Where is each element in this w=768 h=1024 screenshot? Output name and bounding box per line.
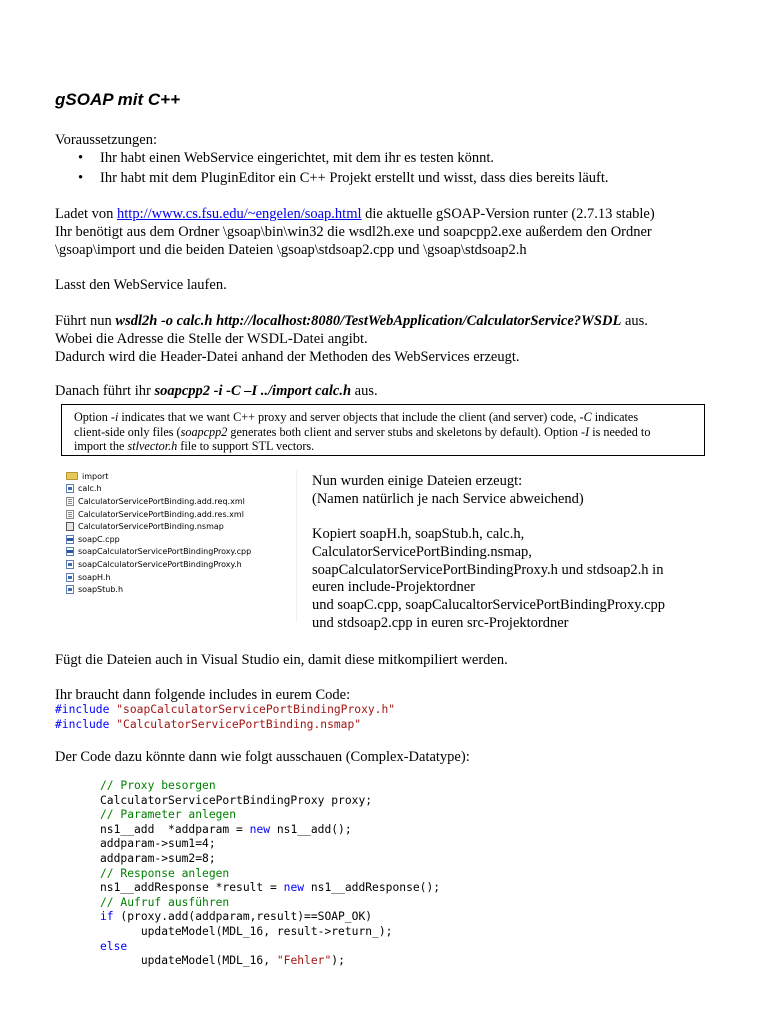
header-file-icon bbox=[66, 484, 74, 493]
wsdl-line3: Dadurch wird die Header-Datei anhand der Methoden des WebServices erzeugt. bbox=[55, 349, 520, 365]
wsdl-paragraph bbox=[55, 312, 648, 366]
xml-file-icon bbox=[66, 510, 74, 519]
include-string: "CalculatorServicePortBinding.nsmap" bbox=[116, 717, 362, 731]
code-comment: // Aufruf ausführen bbox=[100, 895, 230, 909]
list-item: • Ihr habt einen WebService eingerichtet, mit dem ihr es testen könnt. bbox=[78, 148, 608, 168]
wsdl-command: wsdl2h -o calc.h http://localhost:8080/TestWebApplication/CalculatorService?WSDL bbox=[115, 313, 622, 329]
include-code bbox=[55, 703, 395, 732]
visual-studio-text: Fügt die Dateien auch in Visual Studio ein, damit diese mitkompiliert werden. bbox=[55, 652, 508, 668]
list-item[interactable] bbox=[60, 508, 296, 521]
option-file: stlvector.h bbox=[127, 439, 178, 453]
file-name: soapCalculatorServicePortBindingProxy.cpp bbox=[78, 547, 252, 557]
soapcpp-prefix: Danach führt ihr bbox=[55, 383, 155, 399]
includes-intro: Ihr braucht dann folgende includes in eurem Code: bbox=[55, 687, 351, 703]
list-item[interactable] bbox=[60, 470, 296, 483]
code-line: addparam->sum1=4; bbox=[100, 837, 216, 851]
list-item[interactable] bbox=[60, 583, 296, 596]
code-comment: // Parameter anlegen bbox=[100, 808, 237, 822]
option-tool: soapcpp2 bbox=[180, 424, 228, 439]
code-line: (proxy.add(addparam,result)==SOAP_OK) bbox=[113, 910, 373, 924]
generated-line: und soapC.cpp, soapCalucaltorServicePortBindingProxy.cpp bbox=[312, 596, 666, 613]
option-flag: C bbox=[583, 410, 592, 424]
download-paragraph bbox=[55, 205, 655, 259]
folder-icon bbox=[66, 472, 78, 480]
header-file-icon bbox=[66, 560, 74, 569]
run-webservice-text: Lasst den WebService laufen. bbox=[55, 277, 227, 293]
page-title: gSOAP mit C++ bbox=[55, 90, 181, 109]
list-item[interactable] bbox=[60, 558, 296, 571]
file-name: CalculatorServicePortBinding.add.req.xml bbox=[78, 496, 245, 506]
option-text: indicates bbox=[591, 410, 639, 424]
code-line: updateModel(MDL_16, result->return_); bbox=[140, 924, 393, 938]
code-block bbox=[100, 779, 440, 969]
include-string: "soapCalculatorServicePortBindingProxy.h" bbox=[116, 703, 396, 716]
option-text: import the bbox=[74, 439, 128, 453]
option-text: client-side only files ( bbox=[74, 424, 181, 439]
wsdl-line2: Wobei die Adresse die Stelle der WSDL-Datei angibt. bbox=[55, 331, 368, 347]
header-file-icon bbox=[66, 585, 74, 594]
list-item[interactable] bbox=[60, 533, 296, 546]
download-line3: \gsoap\import und die beiden Dateien \gsoap\stdsoap2.cpp und \gsoap\stdsoap2.h bbox=[55, 242, 527, 258]
list-item: • Ihr habt mit dem PluginEditor ein C++ Projekt erstellt und wisst, dass dies bereits läuft. bbox=[78, 168, 608, 188]
soapcpp-command: soapcpp2 -i -C –I ../import calc.h bbox=[154, 383, 352, 399]
code-line: ns1__add(); bbox=[270, 822, 352, 836]
file-name: soapH.h bbox=[78, 572, 111, 582]
code-comment: // Proxy besorgen bbox=[100, 779, 216, 792]
code-keyword: else bbox=[100, 939, 128, 953]
code-line: updateModel(MDL_16, bbox=[140, 954, 277, 968]
generated-line: (Namen natürlich je nach Service abweichend) bbox=[312, 490, 584, 507]
option-text: is needed to bbox=[589, 424, 651, 439]
wsdl-suffix: aus. bbox=[621, 313, 648, 329]
file-name: soapC.cpp bbox=[78, 534, 120, 544]
download-line2: Ihr benötigt aus dem Ordner \gsoap\bin\win32 die wsdl2h.exe und soapcpp2.exe außerdem den Ordner bbox=[55, 224, 652, 240]
code-intro: Der Code dazu könnte dann wie folgt ausschauen (Complex-Datatype): bbox=[55, 749, 470, 765]
list-item[interactable] bbox=[60, 571, 296, 584]
code-line: CalculatorServicePortBindingProxy proxy; bbox=[100, 793, 373, 807]
option-text: Option - bbox=[74, 410, 115, 424]
option-flag: i bbox=[114, 410, 119, 424]
file-name: soapCalculatorServicePortBindingProxy.h bbox=[78, 559, 242, 569]
generated-line: Nun wurden einige Dateien erzeugt: bbox=[312, 473, 523, 489]
option-note-box bbox=[61, 404, 705, 456]
generated-line: soapCalculatorServicePortBindingProxy.h und stdsoap2.h in bbox=[312, 561, 664, 578]
file-name: CalculatorServicePortBinding.add.res.xml bbox=[78, 509, 244, 519]
list-item[interactable] bbox=[60, 495, 296, 508]
prereq-heading: Voraussetzungen: bbox=[55, 132, 158, 148]
include-keyword: #include bbox=[55, 703, 110, 716]
xml-file-icon bbox=[66, 497, 74, 506]
generated-line: euren include-Projektordner bbox=[312, 579, 476, 596]
list-item[interactable] bbox=[60, 546, 296, 559]
file-name: soapStub.h bbox=[78, 585, 124, 595]
option-text: generates both client and server stubs and skeletons by default). Option - bbox=[227, 424, 586, 439]
code-string: "Fehler" bbox=[276, 954, 332, 968]
wsdl-prefix: Führt nun bbox=[55, 313, 116, 329]
soapcpp-suffix: aus. bbox=[351, 383, 378, 399]
soapcpp-paragraph bbox=[55, 382, 378, 400]
code-keyword: new bbox=[249, 822, 271, 836]
generated-line: CalculatorServicePortBinding.nsmap, bbox=[312, 543, 532, 560]
code-line: addparam->sum2=8; bbox=[100, 851, 216, 865]
option-text: indicates that we want C++ proxy and server objects that include the client (and server) code, - bbox=[118, 410, 584, 424]
code-line: ns1__add *addparam = bbox=[100, 822, 250, 836]
generated-files-panel bbox=[60, 470, 297, 622]
list-item[interactable] bbox=[60, 483, 296, 496]
list-item[interactable] bbox=[60, 520, 296, 533]
generated-line: Kopiert soapH.h, soapStub.h, calc.h, bbox=[312, 526, 525, 543]
generated-line: und stdsoap2.cpp in euren src-Projektordner bbox=[312, 614, 569, 631]
include-keyword: #include bbox=[55, 717, 110, 731]
header-file-icon bbox=[66, 573, 74, 582]
option-flag: I bbox=[585, 424, 590, 439]
gsoap-download-link[interactable]: http://www.cs.fsu.edu/~engelen/soap.html bbox=[117, 206, 362, 222]
file-name: import bbox=[82, 471, 109, 481]
cpp-file-icon bbox=[66, 535, 74, 544]
cpp-file-icon bbox=[66, 547, 74, 556]
code-line: ); bbox=[331, 954, 345, 968]
code-keyword: new bbox=[283, 881, 305, 895]
code-line: ns1__addResponse *result = bbox=[100, 881, 284, 895]
code-comment: // Response anlegen bbox=[100, 866, 230, 880]
generated-files-text bbox=[312, 473, 665, 632]
nsmap-file-icon bbox=[66, 522, 74, 531]
file-name: calc.h bbox=[78, 484, 102, 494]
prereq-list bbox=[78, 148, 608, 188]
file-name: CalculatorServicePortBinding.nsmap bbox=[78, 522, 224, 532]
download-suffix: die aktuelle gSOAP-Version runter (2.7.13 stable) bbox=[361, 206, 655, 222]
code-keyword: if bbox=[100, 910, 114, 924]
option-text: file to support STL vectors. bbox=[177, 439, 315, 453]
code-line: ns1__addResponse(); bbox=[304, 881, 441, 895]
download-prefix: Ladet von bbox=[55, 206, 118, 222]
